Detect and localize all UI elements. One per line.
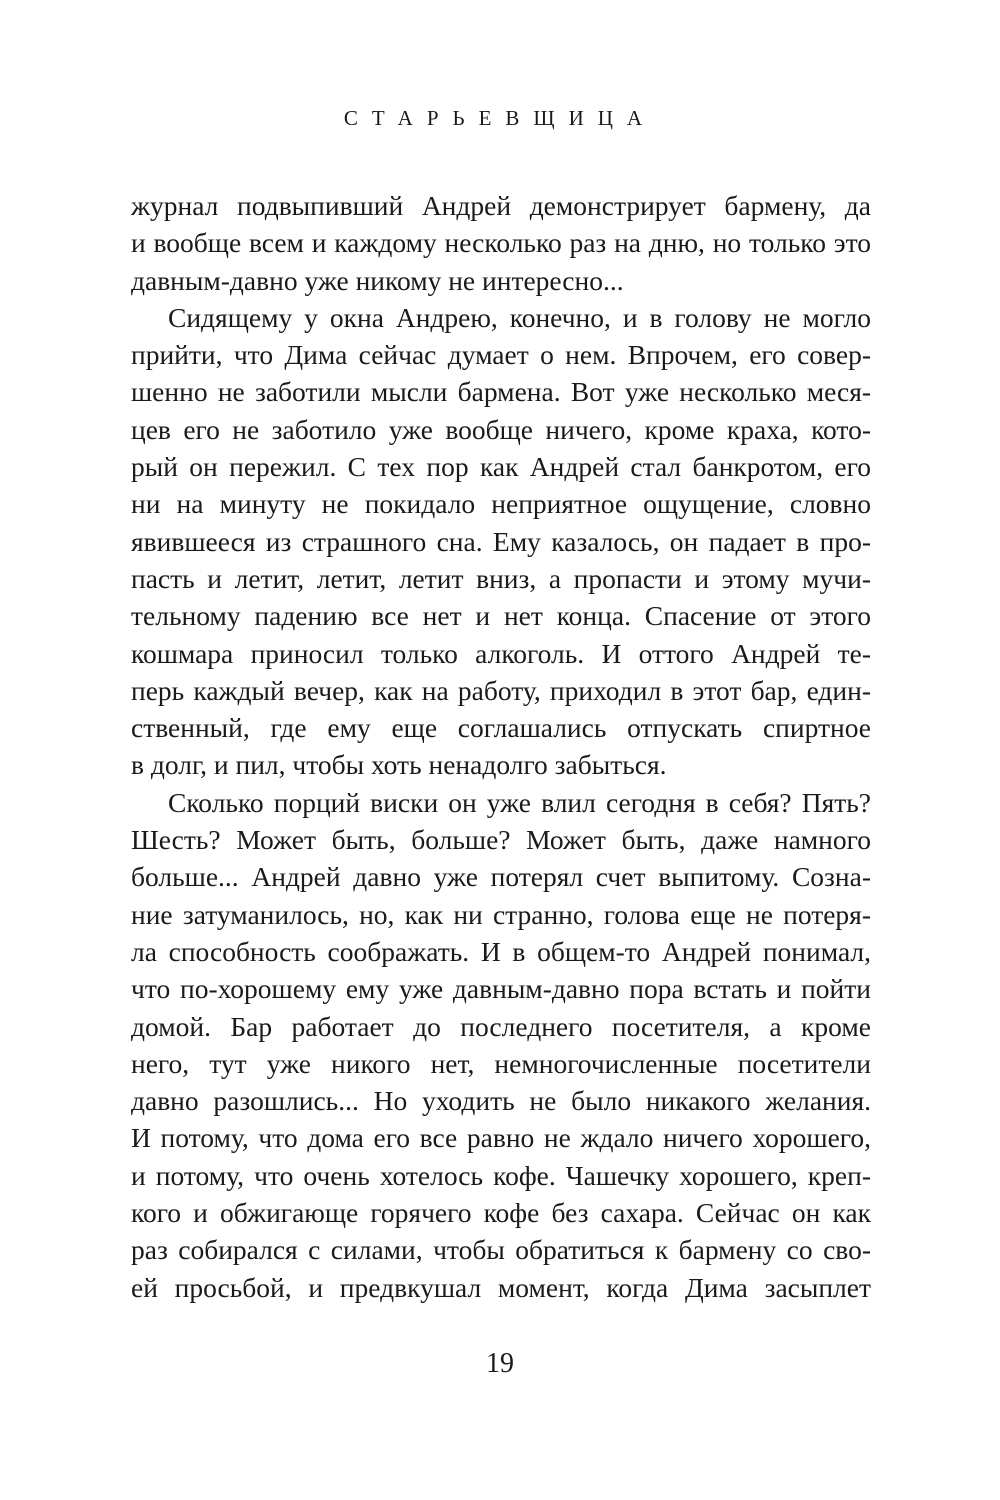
text-line: перь каждый вечер, как на работу, приходил в этот бар, един- xyxy=(131,674,871,706)
text-line: Сколько порций виски он уже влил сегодня в себя? Пять? xyxy=(168,786,871,818)
text-line: домой. Бар работает до последнего посетителя, а кроме xyxy=(131,1010,871,1042)
text-line: и потому, что очень хотелось кофе. Чашечку хорошего, креп- xyxy=(131,1159,871,1191)
page-number: 19 xyxy=(486,1348,514,1379)
text-line: в долг, и пил, чтобы хоть ненадолго забыться. xyxy=(131,749,667,781)
text-line: Сидящему у окна Андрею, конечно, и в голову не могло xyxy=(168,301,871,333)
text-line: явившееся из страшного сна. Ему казалось, он падает в про- xyxy=(131,525,871,557)
text-line: ние затуманилось, но, как ни странно, голова еще не потеря- xyxy=(131,898,871,930)
text-line: тельному падению все нет и нет конца. Спасение от этого xyxy=(131,600,871,632)
text-line: журнал подвыпивший Андрей демонстрирует бармену, да xyxy=(131,190,871,221)
text-line: давно разошлись... Но уходить не было никакого желания. xyxy=(131,1085,871,1117)
text-line: ственный, где ему еще соглашались отпускать спиртное xyxy=(131,712,871,744)
text-line: цев его не заботило уже вообще ничего, кроме краха, кото- xyxy=(131,413,871,445)
text-line: Шесть? Может быть, больше? Может быть, даже намного xyxy=(131,824,871,856)
text-line: рый он пережил. С тех пор как Андрей стал банкротом, его xyxy=(131,451,871,483)
text-line: давным-давно уже никому не интересно... xyxy=(131,264,624,296)
text-line: больше... Андрей давно уже потерял счет выпитому. Созна- xyxy=(131,861,871,893)
text-line: шенно не заботили мысли бармена. Вот уже несколько меся- xyxy=(131,376,871,408)
text-line: И потому, что дома его все равно не ждало ничего хорошего, xyxy=(131,1122,871,1154)
text-line: ей просьбой, и предвкушал момент, когда Дима засыплет xyxy=(131,1271,871,1303)
text-line: раз собирался с силами, чтобы обратиться к бармену со сво- xyxy=(131,1234,871,1266)
text-line: кого и обжигающе горячего кофе без сахара. Сейчас он как xyxy=(131,1197,871,1229)
text-line: кошмара приносил только алкоголь. И оттого Андрей те- xyxy=(131,637,871,669)
text-line: и вообще всем и каждому несколько раз на дню, но только это xyxy=(131,227,871,259)
text-line: него, тут уже никого нет, немногочисленные посетители xyxy=(131,1047,871,1079)
text-line: ла способность соображать. И в общем-то Андрей понимал, xyxy=(131,935,871,967)
text-line: пасть и летит, летит, летит вниз, а пропасти и этому мучи- xyxy=(131,562,871,594)
running-head-title: СТАРЬЕВЩИЦА xyxy=(343,106,657,130)
text-line: что по-хорошему ему уже давным-давно пора встать и пойти xyxy=(131,973,871,1005)
text-line: ни на минуту не покидало неприятное ощущение, словно xyxy=(131,488,871,520)
body-text xyxy=(131,187,871,1306)
text-line: прийти, что Дима сейчас думает о нем. Впрочем, его совер- xyxy=(131,339,871,371)
